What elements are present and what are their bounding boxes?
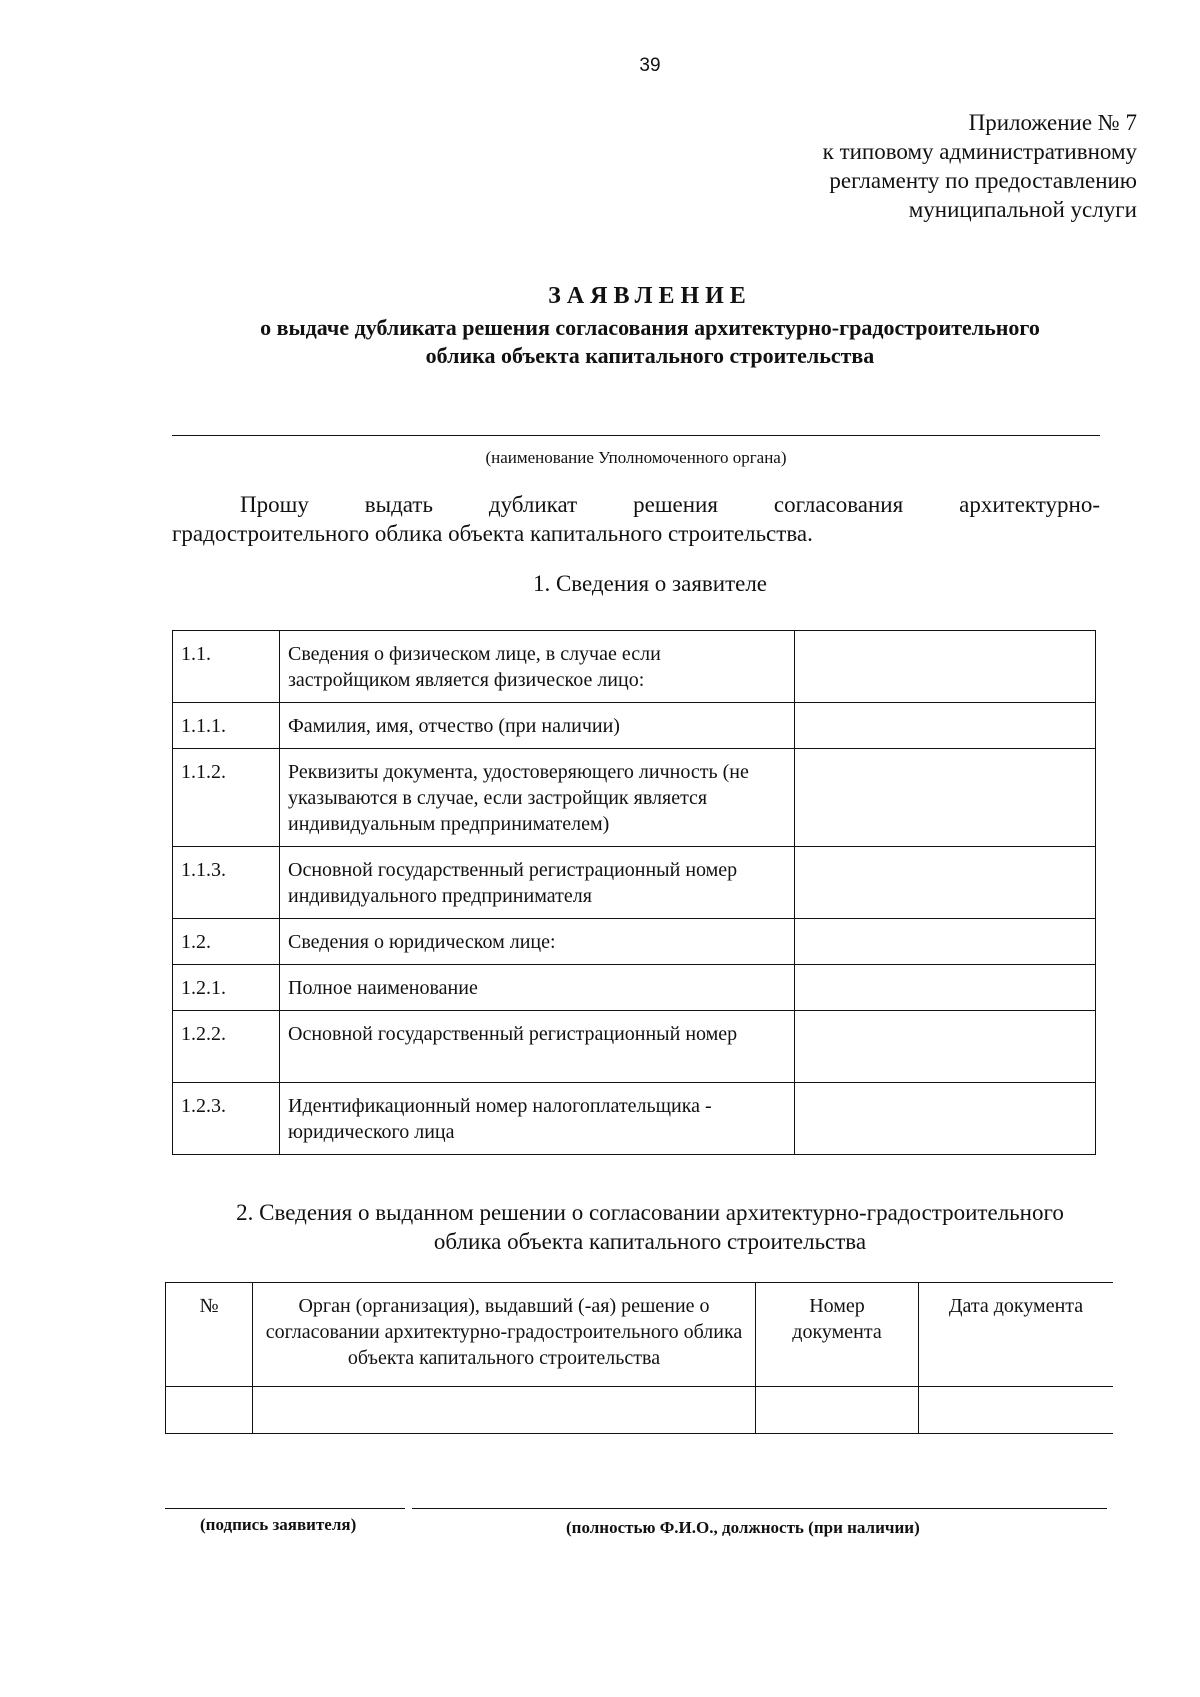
appendix-line: Приложение № 7 bbox=[968, 110, 1137, 135]
section2-title bbox=[150, 1198, 1150, 1256]
table-row bbox=[173, 749, 1096, 847]
appendix-line: к типовому административному bbox=[822, 139, 1137, 164]
row-value[interactable] bbox=[795, 749, 1096, 847]
section1-title: 1. Сведения о заявителе bbox=[532, 571, 768, 596]
row-number: 1.1. bbox=[173, 631, 280, 703]
cell-organ[interactable] bbox=[253, 1387, 756, 1434]
row-value[interactable] bbox=[795, 631, 1096, 703]
row-value[interactable] bbox=[795, 703, 1096, 749]
signature-caption: (подпись заявителя) bbox=[200, 1515, 357, 1534]
row-label: Сведения о юридическом лице: bbox=[280, 919, 795, 965]
document-subtitle bbox=[150, 314, 1150, 370]
header-organ: Орган (организация), выдавший (-ая) решение о согласовании архитектурно-градостроительного облика объекта капитального строительства bbox=[253, 1283, 756, 1387]
fullname-caption: (полностью Ф.И.О., должность (при наличии) bbox=[566, 1518, 920, 1537]
row-number: 1.1.3. bbox=[173, 847, 280, 919]
signature-line[interactable] bbox=[165, 1508, 405, 1509]
authority-caption: (наименование Уполномоченного органа) bbox=[485, 448, 787, 467]
request-paragraph bbox=[172, 490, 1100, 548]
table-row bbox=[173, 847, 1096, 919]
fullname-line[interactable] bbox=[412, 1508, 1107, 1509]
applicant-table bbox=[172, 630, 1096, 1155]
row-number: 1.2.2. bbox=[173, 1011, 280, 1083]
subtitle-line: облика объекта капитального строительства bbox=[425, 343, 875, 368]
table-row bbox=[173, 1011, 1096, 1083]
section2-title-line: облика объекта капитального строительства bbox=[433, 1229, 867, 1254]
appendix-line: муниципальной услуги bbox=[908, 197, 1137, 222]
appendix-line: регламенту по предоставлению bbox=[829, 168, 1137, 193]
request-line: Прошу выдать дубликат решения согласования архитектурно- bbox=[240, 492, 1100, 517]
row-value[interactable] bbox=[795, 847, 1096, 919]
document-title: ЗАЯВЛЕНИЕ bbox=[548, 283, 752, 309]
table-row bbox=[173, 703, 1096, 749]
section2-title-line: 2. Сведения о выданном решении о согласовании архитектурно-градостроительного bbox=[236, 1200, 1064, 1225]
cell-number[interactable] bbox=[756, 1387, 919, 1434]
decision-table bbox=[165, 1282, 1113, 1434]
request-line: градостроительного облика объекта капитального строительства. bbox=[172, 521, 813, 546]
cell-date[interactable] bbox=[919, 1387, 1114, 1434]
table-row bbox=[173, 631, 1096, 703]
row-number: 1.2.3. bbox=[173, 1083, 280, 1155]
row-label: Реквизиты документа, удостоверяющего личность (не указываются в случае, если застройщик является индивидуальным предпринимателем) bbox=[280, 749, 795, 847]
table-row bbox=[173, 919, 1096, 965]
table-header-row bbox=[166, 1283, 1114, 1387]
table-row bbox=[173, 1083, 1096, 1155]
row-value[interactable] bbox=[795, 1083, 1096, 1155]
row-label: Основной государственный регистрационный номер индивидуального предпринимателя bbox=[280, 847, 795, 919]
row-number: 1.1.2. bbox=[173, 749, 280, 847]
page-number: 39 bbox=[639, 55, 661, 76]
table-row bbox=[166, 1387, 1114, 1434]
cell-no[interactable] bbox=[166, 1387, 253, 1434]
row-number: 1.2.1. bbox=[173, 965, 280, 1011]
row-label: Идентификационный номер налогоплательщика - юридического лица bbox=[280, 1083, 795, 1155]
row-label: Фамилия, имя, отчество (при наличии) bbox=[280, 703, 795, 749]
subtitle-line: о выдаче дубликата решения согласования архитектурно-градостроительного bbox=[260, 315, 1040, 340]
row-label: Полное наименование bbox=[280, 965, 795, 1011]
authority-field-line[interactable] bbox=[172, 435, 1100, 436]
row-label: Основной государственный регистрационный номер bbox=[280, 1011, 795, 1083]
header-no: № bbox=[166, 1283, 253, 1387]
header-date: Дата документа bbox=[919, 1283, 1114, 1387]
row-label: Сведения о физическом лице, в случае если застройщиком является физическое лицо: bbox=[280, 631, 795, 703]
row-number: 1.1.1. bbox=[173, 703, 280, 749]
header-number: Номер документа bbox=[756, 1283, 919, 1387]
row-number: 1.2. bbox=[173, 919, 280, 965]
table-row bbox=[173, 965, 1096, 1011]
row-value[interactable] bbox=[795, 919, 1096, 965]
row-value[interactable] bbox=[795, 965, 1096, 1011]
appendix-note bbox=[823, 108, 1137, 224]
row-value[interactable] bbox=[795, 1011, 1096, 1083]
